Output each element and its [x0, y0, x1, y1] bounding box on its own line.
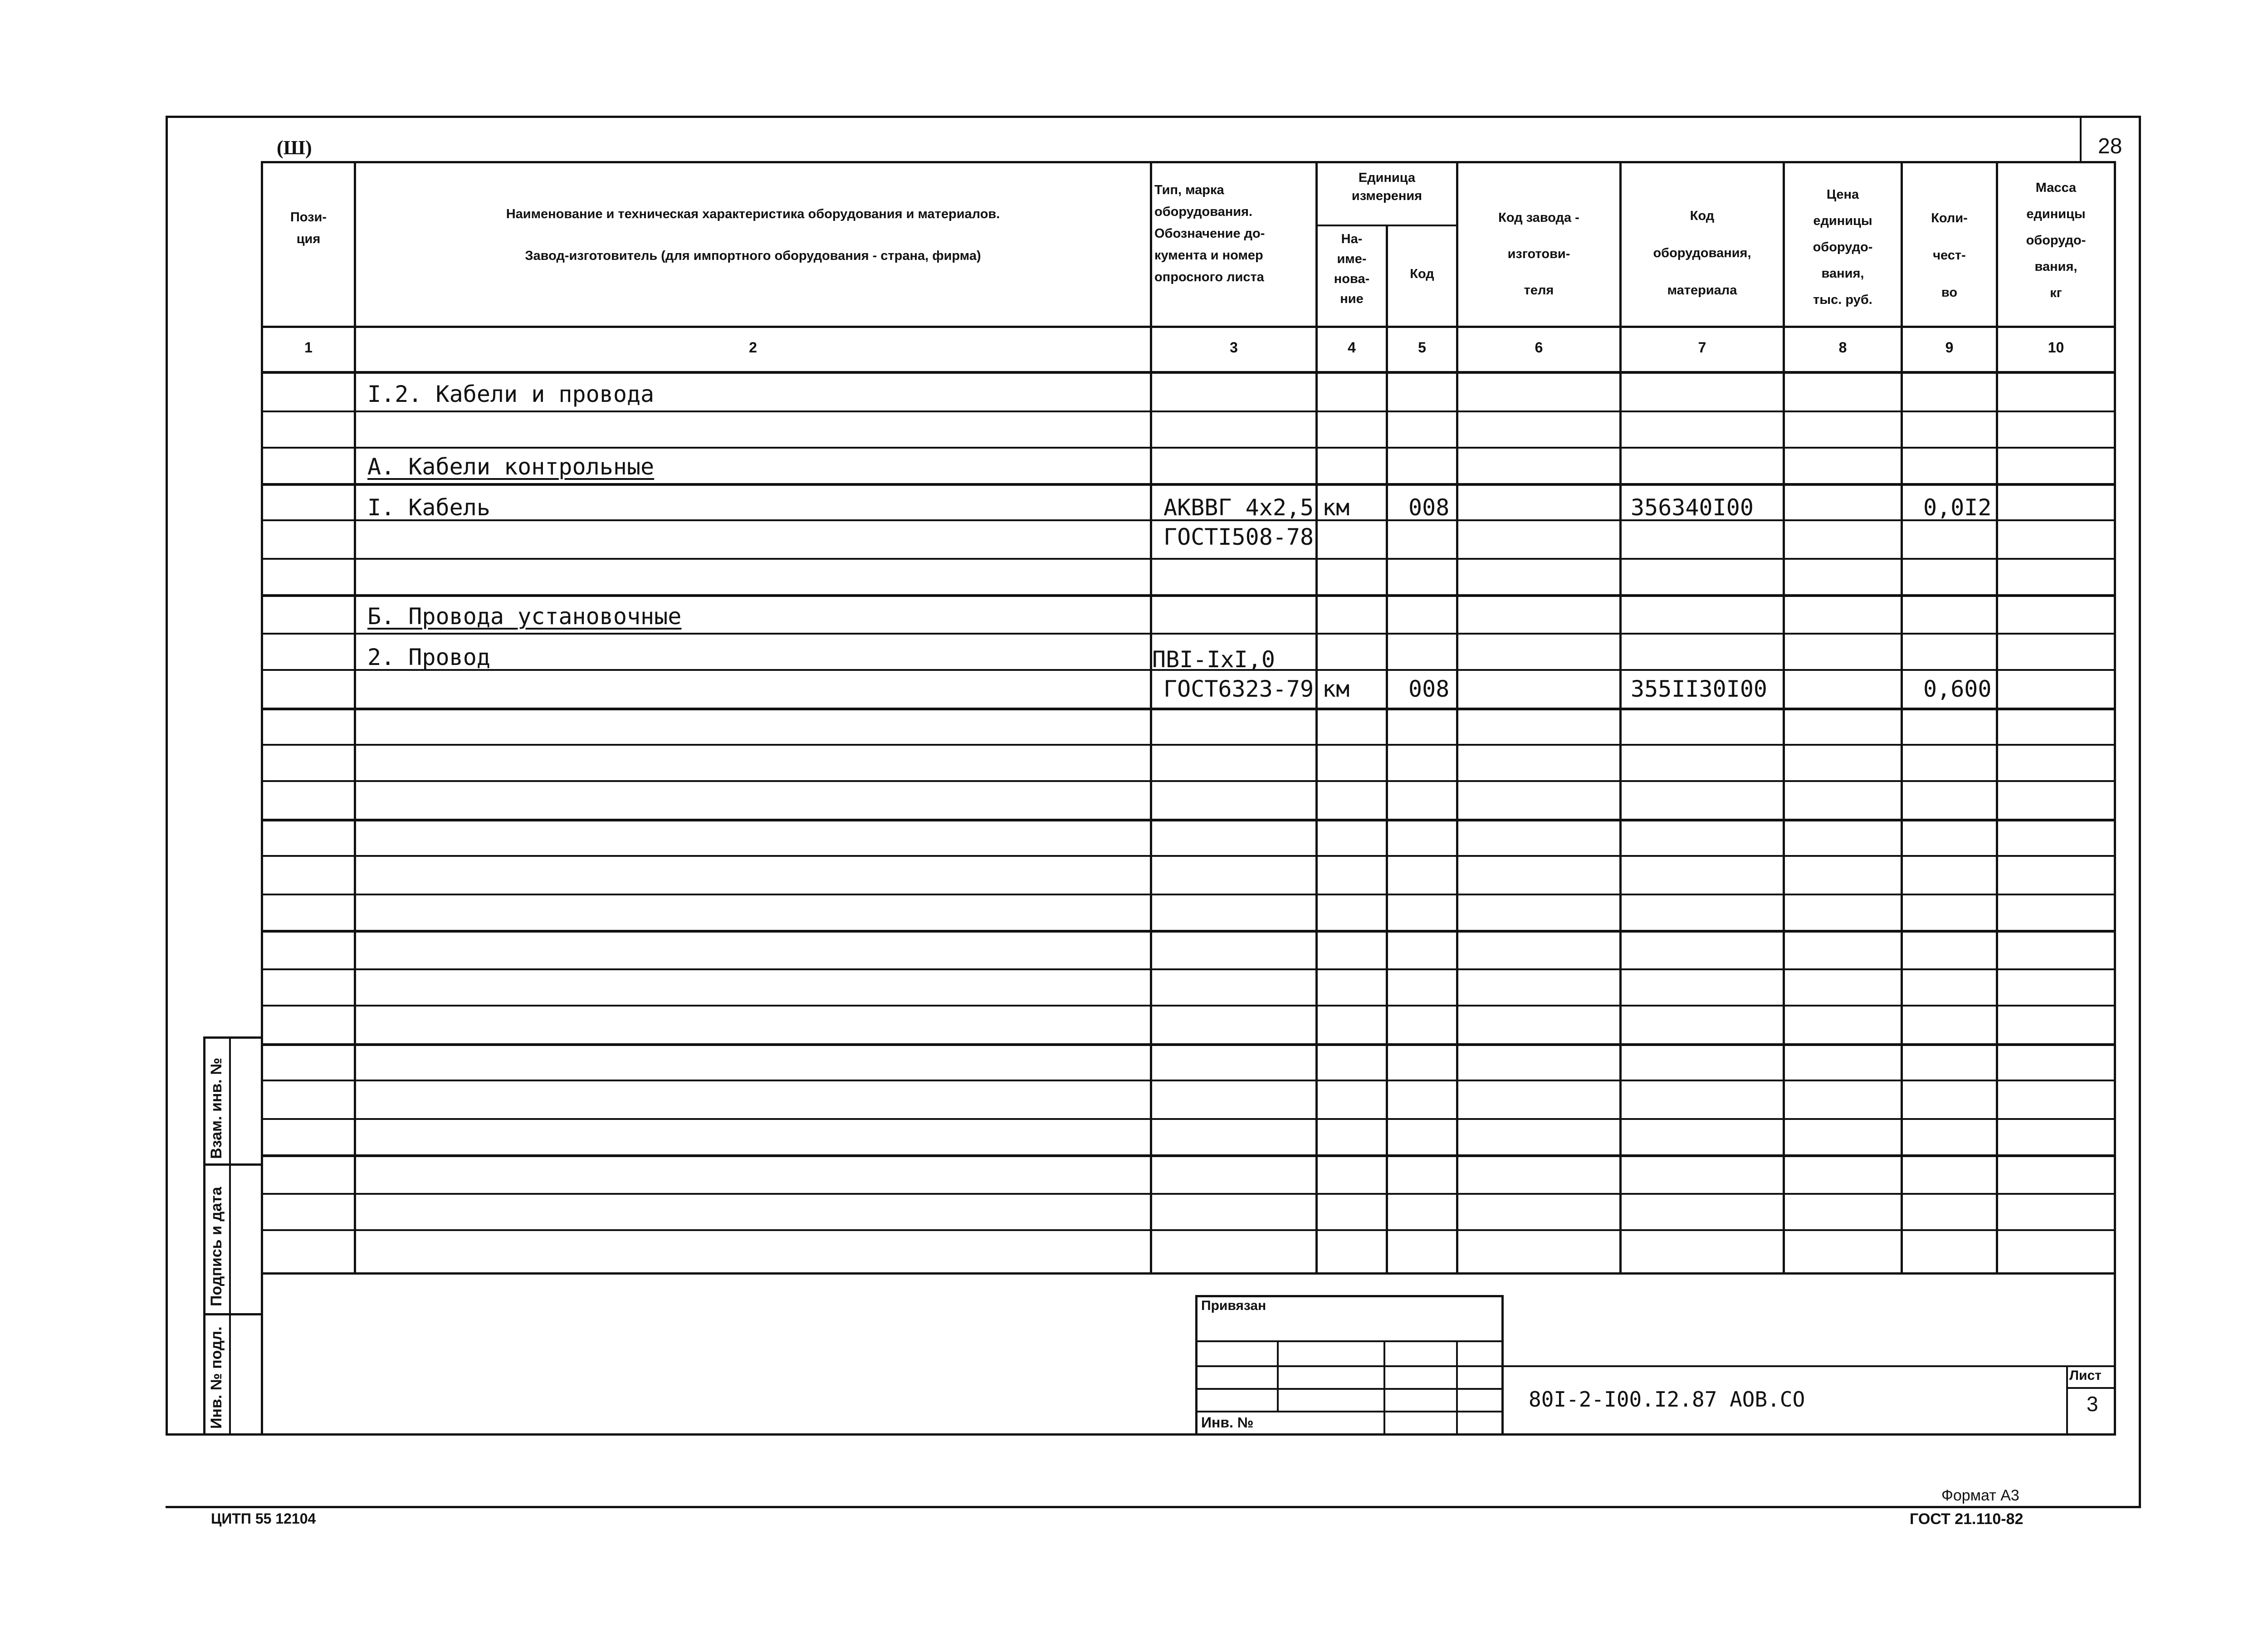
footer-left-code: ЦИТП 55 12104: [211, 1510, 316, 1527]
privyazan-v3: [1456, 1340, 1458, 1436]
subsection-control-cables: А. Кабели контрольные: [367, 454, 655, 480]
header-quantity: Коли- чест- во: [1931, 211, 1968, 300]
doc-code-top: [1501, 1365, 2116, 1367]
colnum-9: 9: [1945, 339, 1954, 356]
table-right-line: [2114, 161, 2116, 1436]
table-row-line: [261, 594, 2116, 597]
item-wire-name: 2. Провод: [367, 644, 490, 670]
item-wire-equipment-code: 355II30I00: [1631, 676, 1768, 702]
header-bottom-line: [261, 326, 2116, 328]
table-row-line: [261, 1043, 2116, 1046]
table-row-line: [261, 855, 2116, 857]
table-row-line: [261, 410, 2116, 412]
table-row-line: [261, 483, 2116, 486]
privyazan-top: [1195, 1295, 1504, 1297]
item-cable-unit: км: [1322, 494, 1350, 521]
item-cable-name: I. Кабель: [367, 494, 490, 521]
sheet-corner-mark: (Ш): [277, 137, 312, 159]
colnum-8: 8: [1838, 339, 1847, 356]
header-name-line2: Завод-изготовитель (для импортного оборудования - страна, фирма): [525, 249, 981, 263]
table-row-line: [261, 1229, 2116, 1231]
col-line-9-10: [1996, 161, 1998, 1275]
table-row-line: [261, 968, 2116, 970]
side-stamp-vzam: Взам. инв. №: [208, 1057, 225, 1159]
pagenum-box-left: [2080, 116, 2082, 163]
item-wire-quantity: 0,600: [1923, 676, 1992, 702]
table-body-bottom: [261, 1272, 2116, 1275]
footer-gost: ГОСТ 21.110-82: [1910, 1510, 2024, 1528]
subsection-installation-wires: Б. Провода установочные: [367, 603, 682, 630]
side-stamp-left: [203, 1036, 205, 1436]
table-row-line: [261, 633, 2116, 635]
sheet-label: Лист: [2069, 1368, 2102, 1383]
item-wire-unit: км: [1322, 676, 1350, 702]
header-unit-group: Единица измерения: [1351, 171, 1422, 203]
header-plant-code: Код завода - изготови- теля: [1498, 210, 1579, 298]
header-name-line1: Наименование и техническая характеристика оборудования и материалов.: [506, 207, 1000, 221]
privyazan-label: Привязан: [1201, 1298, 1266, 1313]
header-mass: Масса единицы оборудо- вания, кг: [2026, 181, 2086, 300]
table-row-line: [261, 447, 2116, 449]
item-cable-equipment-code: 356340I00: [1631, 494, 1754, 521]
side-stamp-inv: Инв. № подл.: [208, 1326, 225, 1429]
item-wire-gost: ГОСТ6323-79: [1163, 676, 1314, 702]
header-equipment-code: Код оборудования, материала: [1653, 209, 1751, 298]
colnum-10: 10: [2048, 339, 2064, 356]
document-code: 80I-2-I00.I2.87 АОВ.СО: [1529, 1387, 1805, 1412]
header-unit-code: Код: [1410, 267, 1434, 281]
frame-left: [166, 116, 168, 1436]
frame-bottom: [166, 1506, 2141, 1508]
unit-group-line: [1315, 225, 1458, 226]
frame-top: [166, 116, 2141, 118]
table-row-line: [261, 708, 2116, 710]
item-cable-type: АКВВГ 4х2,5: [1163, 494, 1314, 521]
header-position: Пози- ция: [290, 210, 327, 246]
item-wire-type: ПВI-IхI,0: [1152, 646, 1275, 673]
side-stamp-div1: [203, 1163, 262, 1166]
table-row-line: [261, 1193, 2116, 1195]
inv-no-label: Инв. №: [1201, 1414, 1254, 1431]
item-cable-quantity: 0,0I2: [1923, 494, 1992, 521]
table-row-line: [261, 930, 2116, 933]
side-stamp-top: [203, 1036, 262, 1039]
table-row-line: [261, 1154, 2116, 1157]
table-row-line: [261, 1080, 2116, 1081]
col-line-8-9: [1901, 161, 1903, 1275]
table-row-line: [261, 1005, 2116, 1007]
col-line-7-8: [1783, 161, 1785, 1275]
colnum-3: 3: [1230, 339, 1238, 356]
colnum-bottom-line: [261, 371, 2116, 374]
side-stamp-bottom: [166, 1433, 2116, 1436]
privyazan-v1: [1277, 1340, 1279, 1411]
col-line-2-3: [1150, 161, 1152, 1275]
header-price: Цена единицы оборудо- вания, тыс. руб.: [1813, 187, 1873, 307]
col-line-5-6: [1456, 161, 1458, 1275]
frame-right: [2139, 116, 2141, 1508]
page-number: 28: [2098, 134, 2122, 158]
col-line-4-5: [1386, 225, 1388, 1275]
table-row-line: [261, 1118, 2116, 1120]
footer-format: Формат А3: [1941, 1487, 2019, 1504]
header-unit-name: На- име- нова- ние: [1334, 232, 1370, 306]
col-line-6-7: [1619, 161, 1622, 1275]
sheet-box-mid: [2066, 1387, 2116, 1389]
col-line-3-4: [1315, 161, 1318, 1275]
colnum-2: 2: [749, 339, 757, 356]
section-cables-wires: I.2. Кабели и провода: [367, 381, 655, 407]
sheet-number: 3: [2087, 1392, 2098, 1416]
header-type: Тип, марка оборудования. Обозначение до- кумента и номер опросного листа: [1154, 183, 1265, 284]
col-line-1-2: [354, 161, 356, 1275]
side-stamp-podpis: Подпись и дата: [208, 1187, 225, 1306]
table-row-line: [261, 894, 2116, 895]
table-row-line: [261, 558, 2116, 560]
side-stamp-div2: [203, 1313, 262, 1315]
colnum-7: 7: [1698, 339, 1706, 356]
colnum-5: 5: [1418, 339, 1426, 356]
colnum-6: 6: [1535, 339, 1543, 356]
table-row-line: [261, 780, 2116, 782]
privyazan-v2: [1383, 1340, 1385, 1436]
item-cable-unit-code: 008: [1408, 494, 1450, 521]
table-row-line: [261, 744, 2116, 746]
header-top-line: [261, 161, 2116, 163]
item-wire-unit-code: 008: [1408, 676, 1450, 702]
side-stamp-mid: [229, 1036, 231, 1436]
table-row-line: [261, 819, 2116, 821]
colnum-1: 1: [304, 339, 313, 356]
sheet-box-left: [2066, 1365, 2068, 1436]
item-cable-gost: ГОСТI508-78: [1163, 524, 1314, 550]
colnum-4: 4: [1348, 339, 1356, 356]
